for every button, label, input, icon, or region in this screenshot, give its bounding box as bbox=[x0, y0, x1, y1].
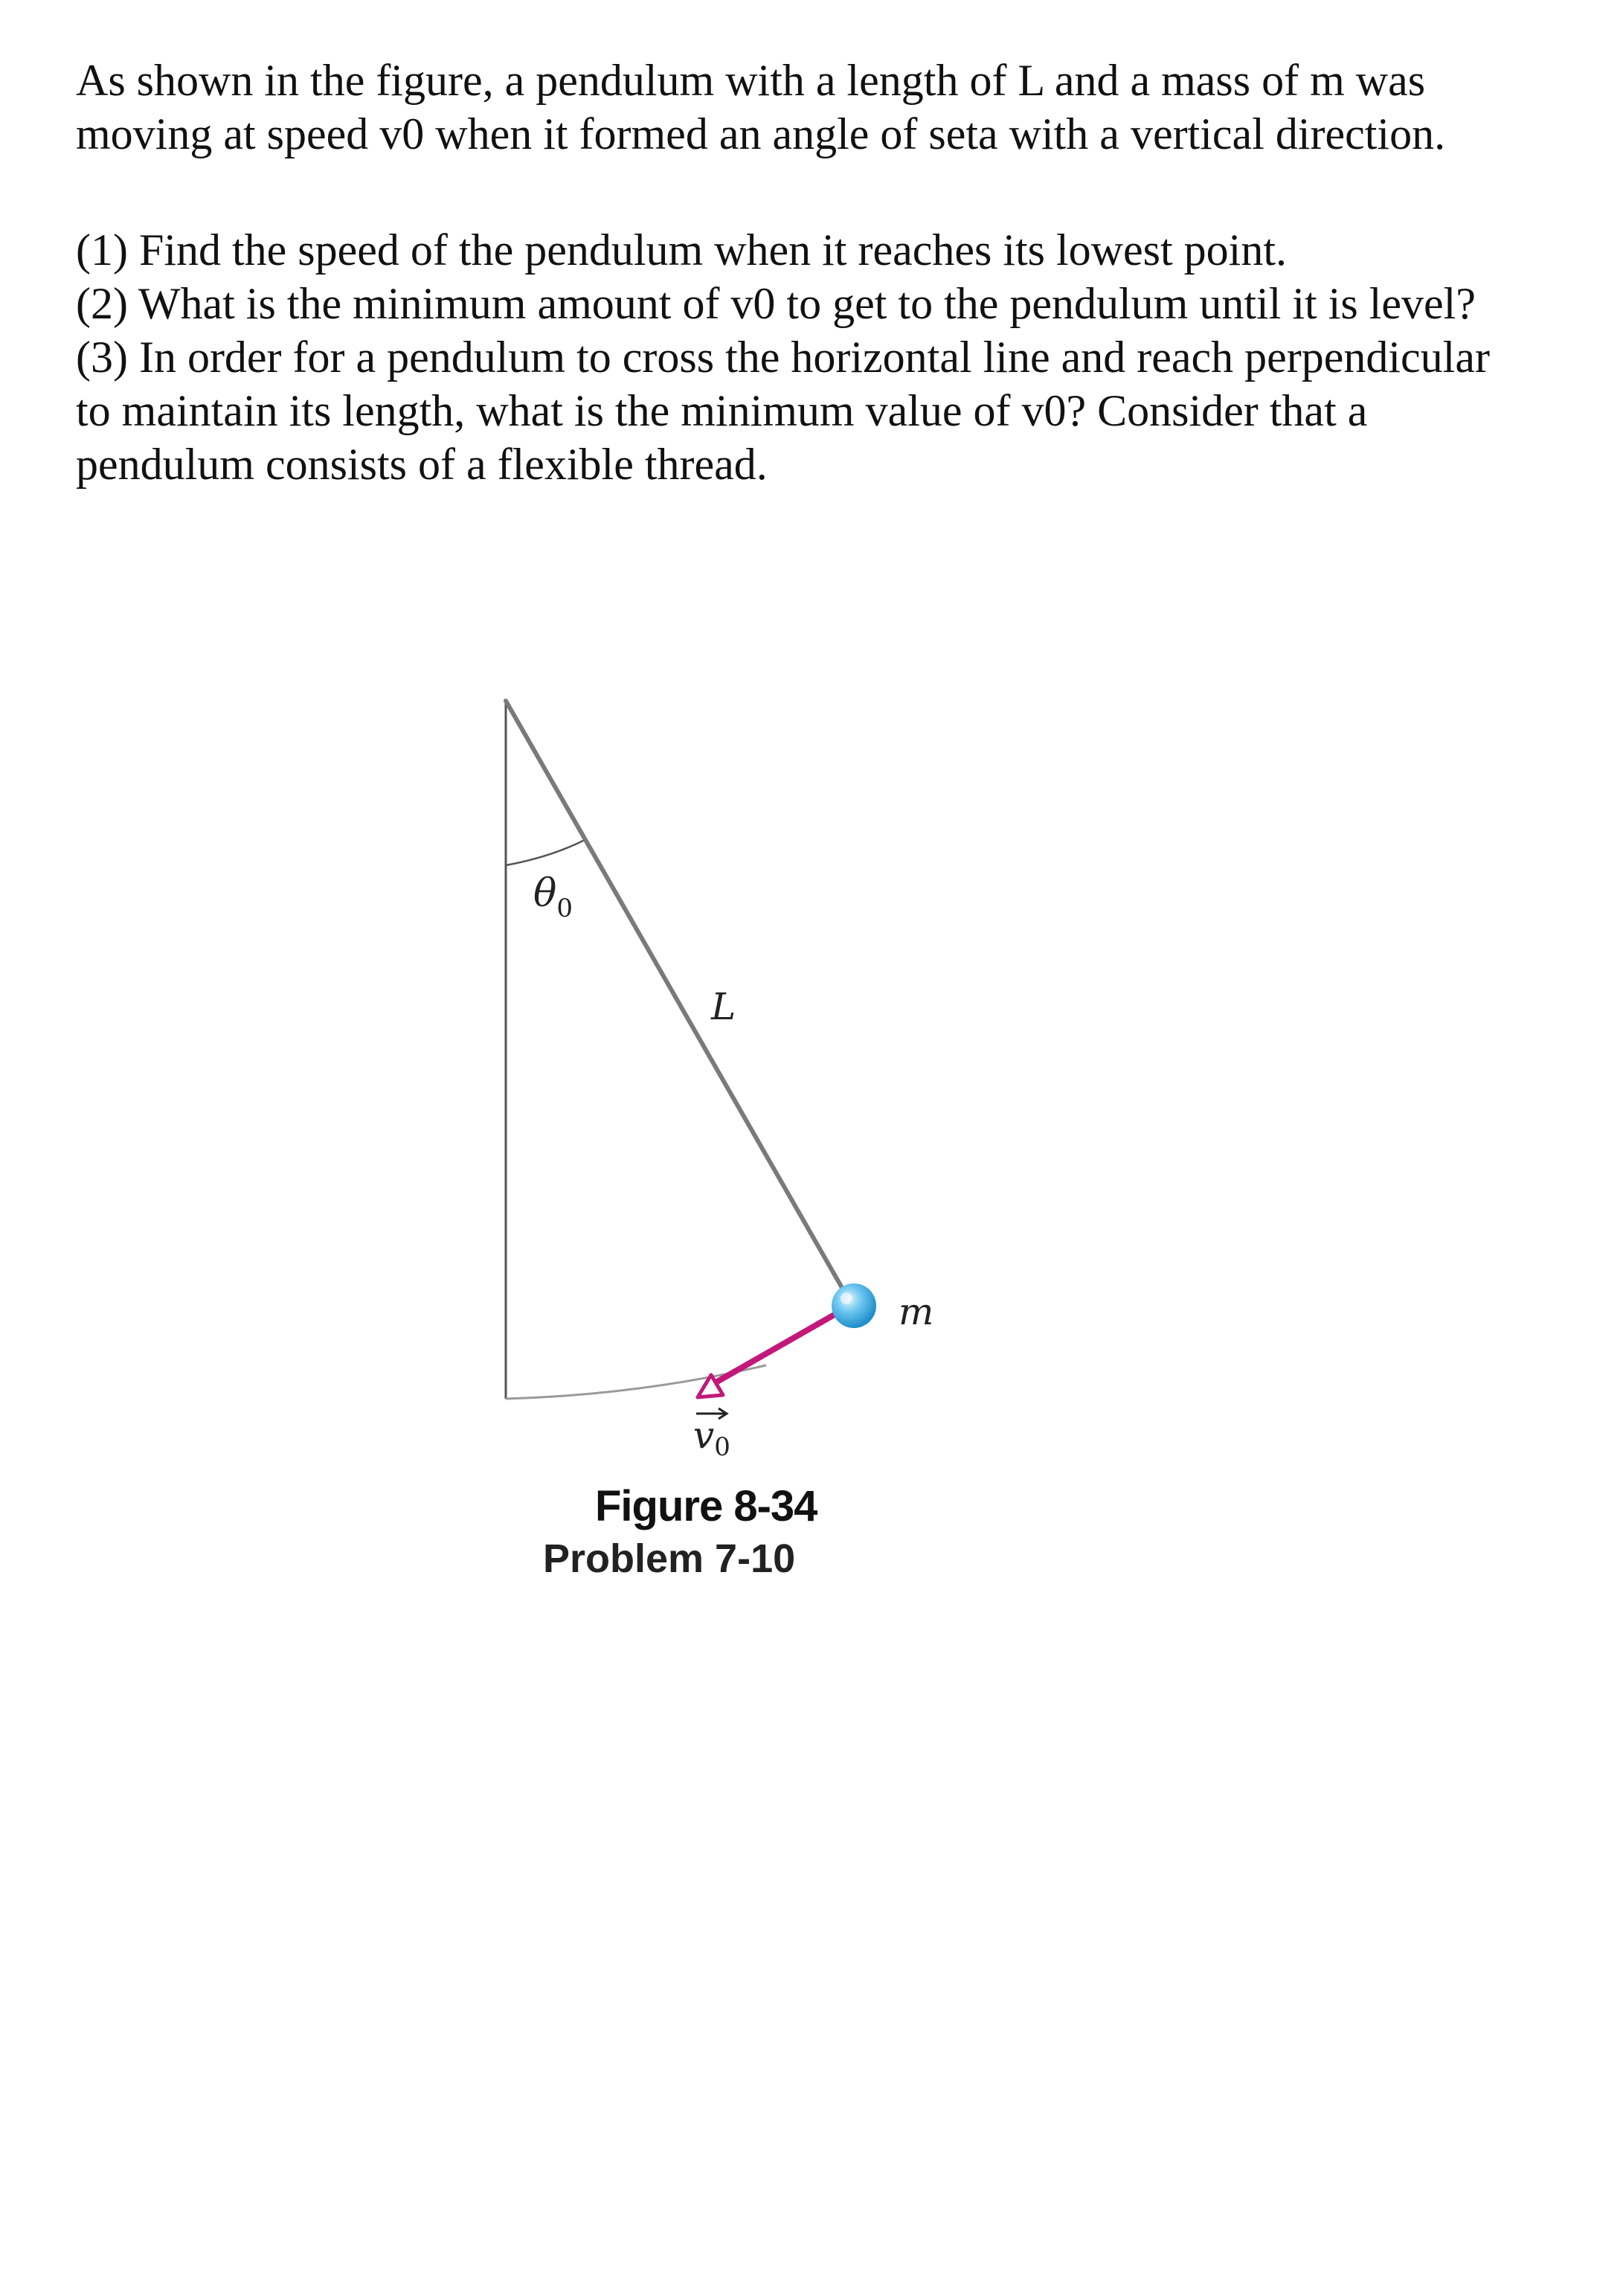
problem-intro: As shown in the figure, a pendulum with a length of L and a mass of m was moving at speed v0 when it formed an angle of seta with a vertical direction. bbox=[76, 56, 1446, 158]
bob-highlight bbox=[841, 1292, 852, 1304]
length-label: L bbox=[711, 985, 736, 1028]
pendulum-string bbox=[506, 701, 850, 1302]
question-2: (2) What is the minimum amount of v0 to get to the pendulum until it is level? bbox=[76, 279, 1476, 328]
swing-arc bbox=[506, 1365, 766, 1399]
figure-caption-title: Figure 8-34 bbox=[595, 1482, 817, 1530]
question-list bbox=[76, 223, 1534, 491]
question-3: (3) In order for a pendulum to cross the horizontal line and reach perpendicular to maintain its length, what is the minimum value of v0? Consider that a pendulum consists of a flexible thread. bbox=[76, 333, 1490, 489]
velocity-vector bbox=[708, 1315, 833, 1387]
velocity-label: $v_0$ bbox=[693, 1414, 730, 1462]
problem-text bbox=[76, 54, 1534, 491]
angle-label: $\theta_0$ bbox=[533, 871, 573, 923]
question-1: (1) Find the speed of the pendulum when it reaches its lowest point. bbox=[76, 225, 1287, 275]
pendulum-diagram bbox=[446, 670, 1041, 1488]
pendulum-figure bbox=[446, 670, 1041, 1581]
mass-label: m bbox=[899, 1290, 934, 1333]
figure-caption-partial: Problem 7-10 bbox=[543, 1536, 796, 1581]
angle-arc bbox=[506, 840, 585, 865]
pendulum-bob bbox=[832, 1283, 876, 1328]
figure-caption bbox=[446, 1481, 817, 1581]
